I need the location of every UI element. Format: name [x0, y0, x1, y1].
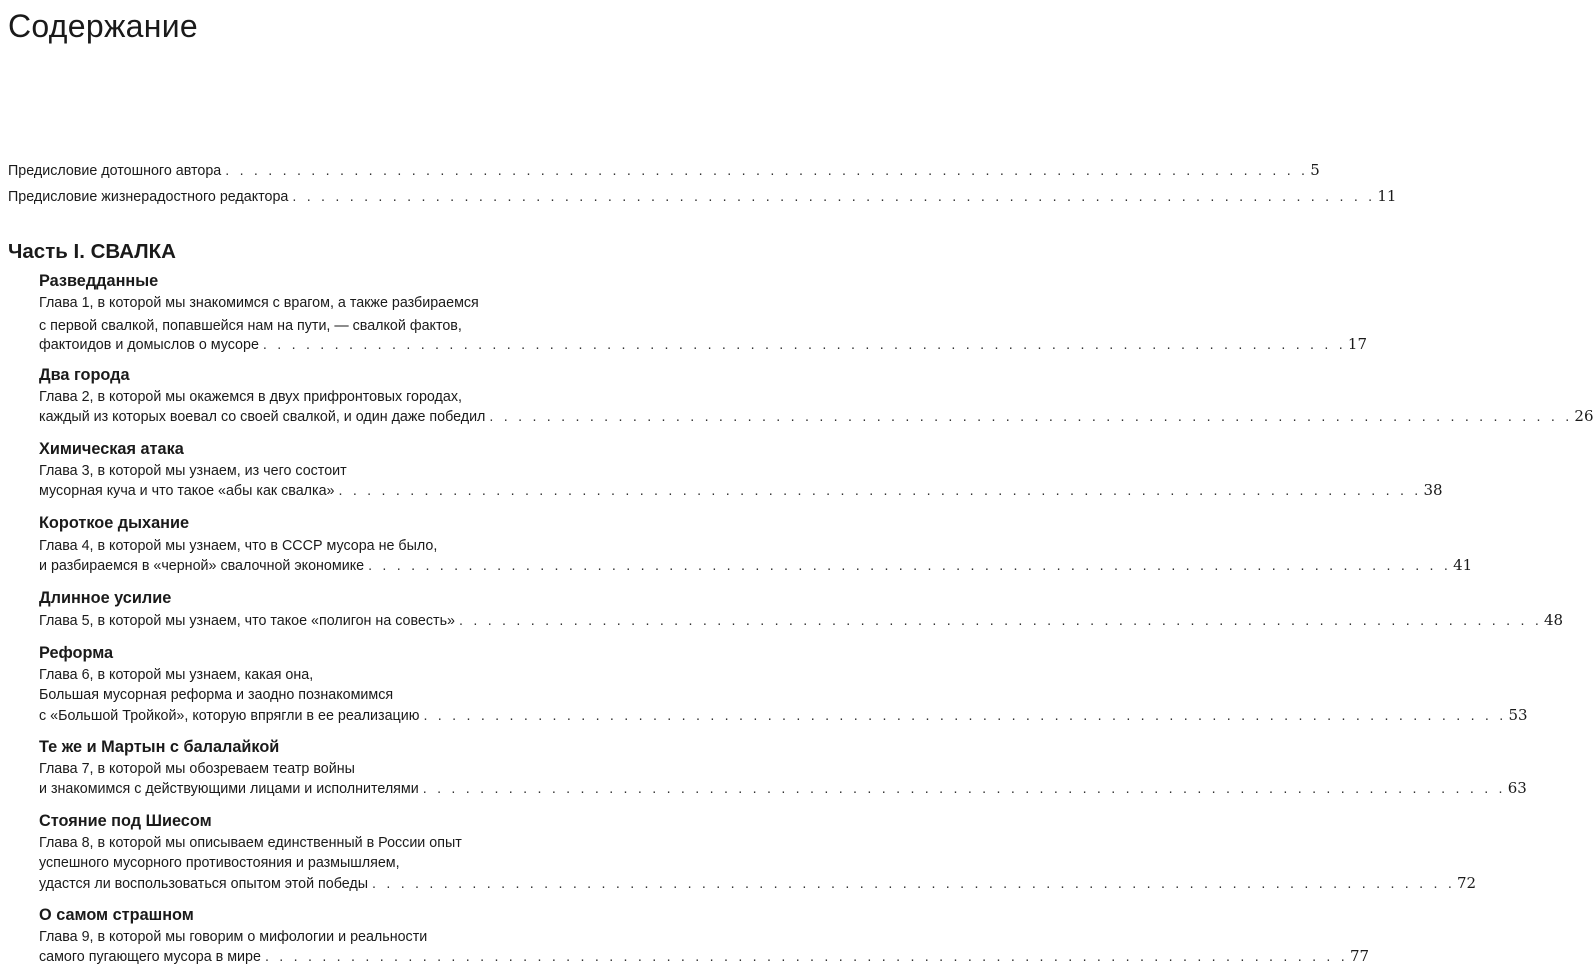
- chapter-heading[interactable]: Короткое дыхание: [39, 514, 190, 532]
- toc-entry-preface-author[interactable]: [8, 160, 1320, 181]
- chapter-description-line: Глава 7, в которой мы обозреваем театр войны: [39, 761, 355, 777]
- toc-entry-chapter-1[interactable]: [39, 334, 1367, 355]
- part-title: Часть I. СВАЛКА: [8, 240, 176, 263]
- toc-page-number: 5: [1310, 161, 1320, 179]
- chapter-description-line: Глава 6, в которой мы узнаем, какая она,: [39, 667, 314, 683]
- toc-page-number: 17: [1347, 335, 1367, 353]
- toc-entry-chapter-6[interactable]: [39, 705, 1528, 726]
- toc-entry-text: самого пугающего мусора в мире: [39, 949, 261, 965]
- dot-leader: . . . . . . . . . . . . . . . . . . . . . . . . . . . . . . . . . . . . . . . . . . . . . . . . . . . . . . . . . . . . . . . . . . . . . . . . . . . .: [338, 483, 1422, 499]
- toc-entry-chapter-4[interactable]: [39, 555, 1473, 576]
- dot-leader: . . . . . . . . . . . . . . . . . . . . . . . . . . . . . . . . . . . . . . . . . . . . . . . . . . . . . . . . . . . . . . . . . . . . . . . . . . . .: [225, 163, 1309, 179]
- toc-entry-preface-editor[interactable]: [8, 186, 1397, 207]
- dot-leader: . . . . . . . . . . . . . . . . . . . . . . . . . . . . . . . . . . . . . . . . . . . . . . . . . . . . . . . . . . . . . . . . . . . . . . . . . . . .: [292, 189, 1376, 205]
- chapter-heading[interactable]: Два города: [39, 366, 130, 384]
- toc-page-number: 63: [1507, 779, 1527, 797]
- chapter-heading[interactable]: Химическая атака: [39, 440, 184, 458]
- dot-leader: . . . . . . . . . . . . . . . . . . . . . . . . . . . . . . . . . . . . . . . . . . . . . . . . . . . . . . . . . . . . . . . . . . . . . . . . . . . .: [459, 613, 1542, 629]
- toc-entry-text: с «Большой Тройкой», которую впрягли в ее реализацию: [39, 708, 420, 724]
- chapter-description-line: Глава 4, в которой мы узнаем, что в СССР мусора не было,: [39, 538, 438, 554]
- toc-entry-text: мусорная куча и что такое «абы как свалка»: [39, 483, 335, 499]
- page-title: Содержание: [8, 8, 199, 44]
- toc-entry-text: и разбираемся в «черной» свалочной экономике: [39, 558, 365, 574]
- chapter-description-line: Глава 9, в которой мы говорим о мифологии и реальности: [39, 929, 428, 945]
- chapter-heading[interactable]: Разведданные: [39, 272, 159, 290]
- dot-leader: . . . . . . . . . . . . . . . . . . . . . . . . . . . . . . . . . . . . . . . . . . . . . . . . . . . . . . . . . . . . . . . . . . . . . . . . . . . .: [372, 876, 1456, 892]
- chapter-description-line: Большая мусорная реформа и заодно познакомимся: [39, 687, 394, 703]
- toc-entry-text: Предисловие дотошного автора: [8, 163, 222, 179]
- chapter-heading[interactable]: Те же и Мартын с балалайкой: [39, 738, 280, 756]
- toc-entry-text: Глава 5, в которой мы узнаем, что такое «полигон на совесть»: [39, 613, 455, 629]
- toc-page-number: 77: [1349, 947, 1370, 965]
- toc-entry-chapter-8[interactable]: [39, 873, 1477, 894]
- toc-entry-chapter-2[interactable]: [39, 406, 1594, 427]
- chapter-heading[interactable]: О самом страшном: [39, 906, 194, 924]
- toc-entry-chapter-9[interactable]: [39, 946, 1370, 967]
- toc-page-number: 53: [1508, 706, 1528, 724]
- dot-leader: . . . . . . . . . . . . . . . . . . . . . . . . . . . . . . . . . . . . . . . . . . . . . . . . . . . . . . . . . . . . . . . . . . . . . . . . . . . .: [262, 337, 1346, 353]
- toc-page-number: 11: [1377, 187, 1397, 205]
- toc-page-number: 72: [1457, 874, 1477, 892]
- toc-entry-chapter-7[interactable]: [39, 778, 1527, 799]
- dot-leader: . . . . . . . . . . . . . . . . . . . . . . . . . . . . . . . . . . . . . . . . . . . . . . . . . . . . . . . . . . . . . . . . . . . . . . . . . . . .: [422, 781, 1506, 797]
- chapter-description-line: Глава 1, в которой мы знакомимся с врагом, а также разбираемся: [39, 295, 479, 311]
- toc-page-number: 38: [1423, 481, 1443, 499]
- toc-entry-text: и знакомимся с действующими лицами и исполнителями: [39, 781, 419, 797]
- dot-leader: . . . . . . . . . . . . . . . . . . . . . . . . . . . . . . . . . . . . . . . . . . . . . . . . . . . . . . . . . . . . . . . . . . . . . . . . . . . .: [264, 949, 1348, 965]
- toc-entry-text: Предисловие жизнерадостного редактора: [8, 189, 289, 205]
- dot-leader: . . . . . . . . . . . . . . . . . . . . . . . . . . . . . . . . . . . . . . . . . . . . . . . . . . . . . . . . . . . . . . . . . . . . . . . . . . . .: [489, 409, 1573, 425]
- chapter-description-line: с первой свалкой, попавшейся нам на пути, — свалкой фактов,: [39, 318, 462, 334]
- chapter-heading[interactable]: Реформа: [39, 644, 114, 662]
- toc-entry-text: каждый из которых воевал со своей свалкой, и один даже победил: [39, 409, 486, 425]
- chapter-description-line: Глава 3, в которой мы узнаем, из чего состоит: [39, 463, 347, 479]
- toc-entry-text: удастся ли воспользоваться опытом этой победы: [39, 876, 369, 892]
- chapter-description-line: Глава 2, в которой мы окажемся в двух прифронтовых городах,: [39, 389, 462, 405]
- chapter-description-line: успешного мусорного противостояния и размышляем,: [39, 855, 400, 871]
- toc-entry-chapter-5[interactable]: [39, 610, 1564, 631]
- toc-page-number: 26: [1574, 407, 1594, 425]
- chapter-heading[interactable]: Стояние под Шиесом: [39, 812, 212, 830]
- dot-leader: . . . . . . . . . . . . . . . . . . . . . . . . . . . . . . . . . . . . . . . . . . . . . . . . . . . . . . . . . . . . . . . . . . . . . . . . . . . .: [423, 708, 1507, 724]
- chapter-description-line: Глава 8, в которой мы описываем единственный в России опыт: [39, 835, 462, 851]
- dot-leader: . . . . . . . . . . . . . . . . . . . . . . . . . . . . . . . . . . . . . . . . . . . . . . . . . . . . . . . . . . . . . . . . . . . . . . . . . . . .: [368, 558, 1452, 574]
- toc-page-number: 41: [1453, 556, 1473, 574]
- toc-page-number: 48: [1544, 611, 1564, 629]
- toc-entry-chapter-3[interactable]: [39, 480, 1443, 501]
- toc-entry-text: фактоидов и домыслов о мусоре: [39, 337, 259, 353]
- chapter-heading[interactable]: Длинное усилие: [39, 589, 172, 607]
